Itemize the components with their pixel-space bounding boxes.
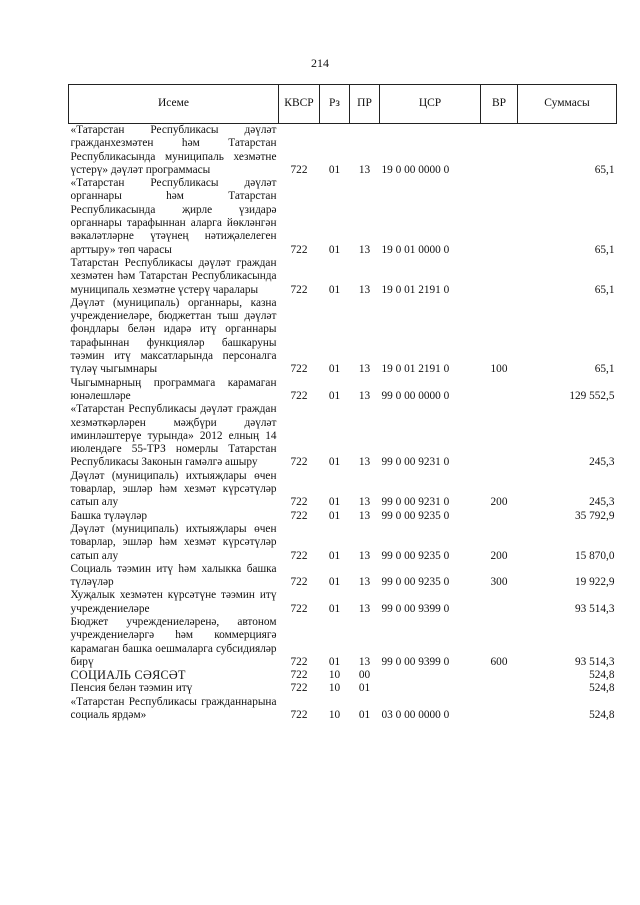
row-rz: 01 [328,509,341,522]
row-sum: 245,3 [589,456,615,469]
row-pr: 13 [358,655,371,668]
column-header-csr: ЦСР [380,85,481,124]
row-vr [481,403,518,469]
row-pr: 13 [358,243,371,256]
budget-table [68,84,617,722]
row-kvsr: 722 [290,389,308,402]
row-kvsr: 722 [290,682,308,695]
row-rz: 01 [328,243,341,256]
table-row [69,616,617,669]
row-vr [481,682,518,695]
row-sum: 245,3 [589,496,615,509]
row-rz: 01 [328,363,341,376]
row-name: СОЦИАЛЬ СӘЯСӘТ [70,668,186,683]
row-vr: 200 [490,549,508,562]
row-pr: 01 [358,682,371,695]
row-vr [481,669,518,682]
row-kvsr: 722 [290,549,308,562]
row-sum: 15 870,0 [574,549,615,562]
row-pr: 13 [358,549,371,562]
row-name: Социаль тәэмин итү һәм халыкка башка түләүләр [70,562,277,589]
row-rz: 01 [328,496,341,509]
row-name: Дәүләт (муниципаль) органнары, казна учреждениеләре, бюджеттан тыш дәүләт фондлары белән идарә итү органнары тарафыннан функцияләр башкаруны тәэмин итү максатларында персоналга түләү чыгымнары [70,296,277,376]
row-vr [481,589,518,616]
row-sum: 93 514,3 [574,655,615,668]
row-csr [380,682,481,695]
row-name: Хуҗалык хезмәтен күрсәтүне тәэмин итү учреждениеләре [70,589,277,615]
page-number: 214 [311,56,329,70]
row-rz: 10 [328,709,341,722]
row-kvsr: 722 [290,709,308,722]
column-header-kvsr: КВСР [279,85,320,124]
row-kvsr: 722 [290,602,308,615]
row-csr [380,669,481,682]
row-csr: 99 0 00 9231 0 [381,456,450,469]
column-header-pr: ПР [350,85,380,124]
row-pr: 13 [358,576,371,589]
row-pr: 13 [358,389,371,402]
row-kvsr: 722 [290,509,308,522]
row-sum: 524,8 [589,709,615,722]
row-rz: 01 [328,283,341,296]
row-sum: 35 792,9 [574,509,615,522]
row-name: Татарстан Республикасы дәүләт граждан хезмәтен һәм Татарстан Республикасында муниципаль хезмәтне үстерү чаралары [70,256,277,296]
row-csr: 99 0 00 9235 0 [381,576,450,589]
row-rz: 01 [328,655,341,668]
row-csr: 03 0 00 0000 0 [381,709,450,722]
row-sum: 65,1 [594,163,615,176]
row-sum: 93 514,3 [574,602,615,615]
row-csr: 99 0 00 0000 0 [381,389,450,402]
table-row [69,682,617,695]
row-kvsr: 722 [290,243,308,256]
row-rz: 01 [328,163,341,176]
row-kvsr: 722 [290,363,308,376]
row-pr: 13 [358,509,371,522]
row-vr [481,377,518,404]
row-vr: 100 [490,363,508,376]
row-pr: 13 [358,163,371,176]
table-row [69,403,617,469]
row-kvsr: 722 [290,283,308,296]
row-sum: 65,1 [594,363,615,376]
row-rz: 10 [328,669,341,682]
row-sum: 524,8 [589,682,615,695]
table-row [69,377,617,404]
table-row [69,563,617,590]
row-sum: 129 552,5 [569,389,615,402]
row-sum: 19 922,9 [574,576,615,589]
table-row [69,124,617,178]
row-csr: 19 0 01 0000 0 [381,243,450,256]
row-csr: 99 0 00 9235 0 [381,549,450,562]
row-vr [481,124,518,178]
row-pr: 13 [358,363,371,376]
row-name: Башка түләүләр [70,509,148,522]
row-csr: 19 0 01 2191 0 [381,283,450,296]
row-pr: 01 [358,709,371,722]
row-rz: 01 [328,576,341,589]
row-name: Чыгымнарның программага карамаган юнәлешләре [70,376,277,402]
row-kvsr: 722 [290,576,308,589]
row-name: Дәүләт (муниципаль) ихтыяҗлары өчен товарлар, эшләр һәм хезмәт күрсәтүләр сатып алу [70,469,277,509]
row-sum: 524,8 [589,669,615,682]
row-name: «Татарстан Республикасы дәүләт гражданхезмәтен һәм Татарстан Республикасында муниципаль хезмәтне үстерү» дәүләт программасы [70,124,277,176]
row-name: Пенсия белән тәэмин итү [70,682,193,695]
row-pr: 13 [358,602,371,615]
row-kvsr: 722 [290,163,308,176]
table-row [69,696,617,723]
row-csr: 99 0 00 9231 0 [381,496,450,509]
table-row [69,589,617,616]
row-kvsr: 722 [290,496,308,509]
row-vr: 600 [490,655,508,668]
row-vr: 300 [490,576,508,589]
table-row [69,177,617,257]
row-name: «Татарстан Республикасы гражданнарына социаль ярдәм» [70,695,277,722]
row-vr: 200 [490,496,508,509]
row-name: Дәүләт (муниципаль) ихтыяҗлары өчен товарлар, эшләр һәм хезмәт күрсәтүләр сатып алу [70,522,277,562]
row-rz: 01 [328,456,341,469]
row-vr [481,177,518,257]
column-header-sum: Суммасы [518,85,617,124]
table-row [69,510,617,523]
row-name: «Татарстан Республикасы дәүләт граждан хезмәткәрләрен мәҗбүри дәүләт иминләштерүе турында» 2012 елның 14 июлендәге 55-ТРЗ номерлы Татарстан Республикасы Законын гамәлгә ашыру [70,403,277,469]
row-csr: 99 0 00 9235 0 [381,509,450,522]
table-row [69,257,617,297]
row-pr: 13 [358,283,371,296]
column-header-name: Исеме [69,85,279,124]
row-vr [481,510,518,523]
row-vr [481,257,518,297]
row-csr: 99 0 00 9399 0 [381,655,450,668]
row-kvsr: 722 [290,669,308,682]
row-sum: 65,1 [594,283,615,296]
row-rz: 10 [328,682,341,695]
row-name: Бюджет учреждениеләренә, автоном учреждениеләргә һәм коммерциягә карамаган башка оешмаларга субсидияләр бирү [70,615,277,668]
table-header-row [69,85,617,124]
row-rz: 01 [328,549,341,562]
column-header-vr: ВР [481,85,518,124]
row-sum: 65,1 [594,243,615,256]
row-pr: 00 [358,669,371,682]
row-csr: 19 0 01 2191 0 [381,363,450,376]
row-pr: 13 [358,456,371,469]
row-vr [481,696,518,723]
row-csr: 19 0 00 0000 0 [381,163,450,176]
row-rz: 01 [328,389,341,402]
table-row [69,669,617,682]
row-pr: 13 [358,496,371,509]
column-header-rz: Рз [320,85,350,124]
row-kvsr: 722 [290,655,308,668]
table-row [69,470,617,510]
row-kvsr: 722 [290,456,308,469]
table-row [69,523,617,563]
row-rz: 01 [328,602,341,615]
row-csr: 99 0 00 9399 0 [381,602,450,615]
row-name: «Татарстан Республикасы дәүләт органнары һәм Татарстан Республикасында җирле үзидарә органнары тарафыннан аларга йөкләнгән вәкаләтләрне үтәүнең нәтиҗәлелеген арттыру» төп чарасы [70,177,277,256]
table-row [69,297,617,377]
